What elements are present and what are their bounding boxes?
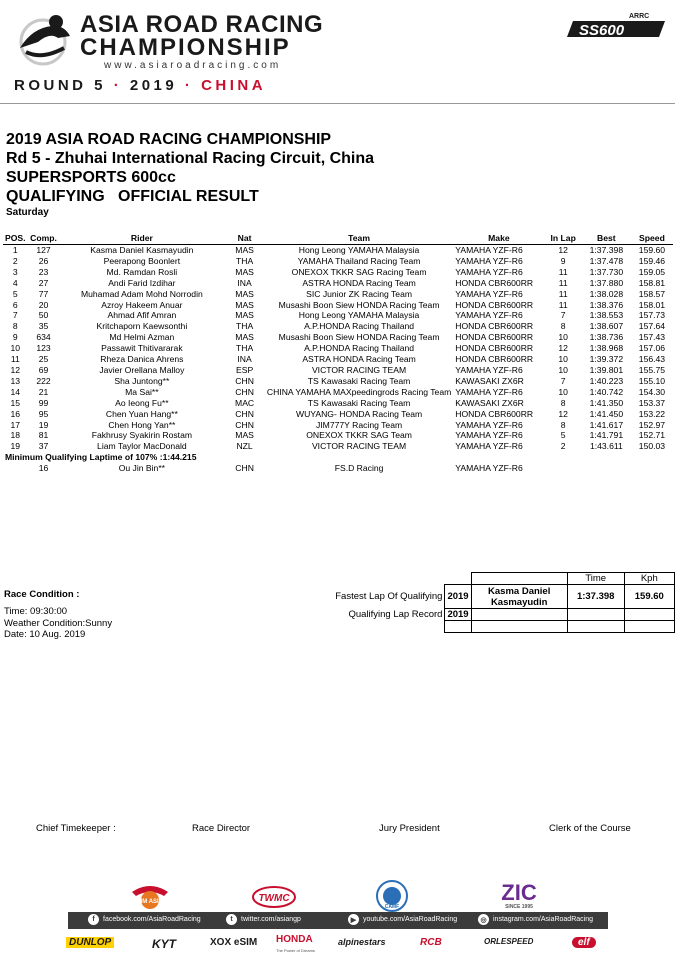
col-header-speed: Speed	[631, 233, 673, 245]
cell-speed: 155.75	[638, 364, 666, 375]
cell-best: 1:43.611	[589, 441, 623, 452]
cell-rider: Ahmad Afif Amran	[107, 310, 177, 321]
cell-make: HONDA CBR600RR	[455, 343, 534, 354]
instagram-icon: ◎	[478, 914, 489, 925]
table-row	[3, 289, 673, 300]
cell-make: HONDA CBR600RR	[455, 354, 534, 365]
cell-best: 1:38.968	[589, 343, 624, 354]
cell-rider: Chen Yuan Hang**	[105, 408, 178, 419]
championship-title: 2019 ASIA ROAD RACING CHAMPIONSHIP	[6, 131, 332, 148]
brand-title-line2: CHAMPIONSHIP	[80, 34, 291, 61]
table-row	[3, 398, 673, 409]
cell-best: 1:40.742	[589, 386, 624, 397]
cell-rider: Sha Juntong**	[114, 375, 170, 386]
cell-best: 1:39.372	[589, 354, 624, 365]
youtube-icon: ▶	[348, 914, 359, 925]
camf-logo	[376, 880, 408, 912]
cell-speed: 158.57	[638, 288, 666, 299]
cell-best: 1:38.376	[589, 299, 624, 310]
cell-rider: Md. Ramdan Rosli	[106, 266, 178, 277]
cell-in-lap: 2	[560, 441, 566, 452]
cell-pos: 1	[12, 245, 18, 255]
cell-best: 1:41.450	[589, 408, 624, 419]
table-row	[3, 245, 673, 256]
cell-pos: 6	[12, 299, 18, 310]
condition-time: Time: 09:30:00	[4, 606, 68, 617]
cell-team: Musashi Boon Siew HONDA Racing Team	[278, 332, 440, 343]
table-row	[3, 332, 673, 343]
cell-best	[582, 463, 631, 474]
col-header-make: Make	[453, 233, 544, 245]
cell-team: WUYANG- HONDA Racing Team	[295, 408, 423, 419]
cell-comp: 99	[38, 397, 49, 408]
results-header-row	[3, 233, 673, 245]
lap-record-row	[333, 609, 675, 621]
cell-make: KAWASAKI ZX6R	[455, 375, 524, 386]
cell-make: HONDA CBR600RR	[455, 332, 534, 343]
cell-team: Hong Leong YAMAHA Malaysia	[298, 245, 420, 255]
results-body	[3, 245, 673, 475]
cell-comp: 23	[38, 266, 49, 277]
table-row	[3, 387, 673, 398]
cell-make: KAWASAKI ZX6R	[455, 397, 524, 408]
cell-rider: Javier Orellana Malloy	[99, 364, 185, 375]
cell-rider: Andi Farid Izdihar	[108, 277, 176, 288]
svg-text:FIM ASIA: FIM ASIA	[136, 899, 164, 905]
instagram-link[interactable]: ◎ instagram.com/AsiaRoadRacing	[478, 914, 593, 925]
cell-comp: 95	[38, 408, 49, 419]
cell-pos: 2	[12, 255, 18, 266]
cell-nat: MAC	[235, 397, 255, 408]
cell-pos: 14	[10, 386, 21, 397]
header	[0, 0, 675, 110]
cell-pos: 5	[12, 288, 18, 299]
results-table	[3, 233, 673, 474]
cell-team: YAMAHA Thailand Racing Team	[297, 255, 421, 266]
facebook-link[interactable]: f facebook.com/AsiaRoadRacing	[88, 914, 201, 925]
cell-make: YAMAHA YZF-R6	[455, 288, 523, 299]
cell-speed: 150.03	[638, 441, 666, 452]
cell-comp: 26	[38, 255, 49, 266]
cell-in-lap: 5	[560, 430, 566, 441]
cell-pos: 8	[12, 321, 18, 332]
cell-best: 1:40.223	[589, 375, 624, 386]
cell-comp: 37	[38, 441, 49, 452]
cell-in-lap: 10	[558, 332, 568, 343]
cell-team: ASTRA HONDA Racing Team	[302, 277, 416, 288]
xox-esim-logo: XOX eSIM	[210, 937, 258, 948]
cell-rider: Ma Sai**	[125, 386, 159, 397]
brand-title-line1: ASIA ROAD RACING	[80, 11, 324, 38]
table-row	[3, 300, 673, 311]
table-row	[3, 354, 673, 365]
cell-pos: 3	[12, 266, 18, 277]
cell-best: 1:38.028	[589, 288, 624, 299]
cell-in-lap: 12	[558, 245, 568, 255]
cell-pos: 12	[10, 364, 21, 375]
table-row	[3, 256, 673, 267]
cell-pos: 19	[10, 441, 21, 452]
cell-team: JIM777Y Racing Team	[316, 419, 403, 430]
cell-in-lap: 10	[558, 354, 568, 365]
cell-rider: Ao Ieong Fu**	[115, 397, 169, 408]
honda-logo: HONDA The Power of Dreams	[276, 934, 315, 953]
cell-nat: CHN	[235, 463, 254, 474]
cell-speed: 158.81	[638, 277, 666, 288]
chief-timekeeper-label: Chief Timekeeper :	[36, 823, 116, 834]
cell-best: 1:41.791	[589, 430, 624, 441]
ss600-class-badge	[565, 10, 665, 38]
cell-in-lap: 11	[558, 299, 568, 310]
fastest-lap-year: 2019	[445, 585, 471, 609]
rcb-logo: RCB	[420, 937, 442, 948]
jury-president-label: Jury President	[379, 823, 440, 834]
col-header-pos: POS.	[5, 233, 26, 243]
cell-pos: 18	[10, 430, 21, 441]
cell-nat: MAS	[235, 430, 254, 441]
round-separator: ·	[113, 77, 123, 94]
document-titles	[6, 130, 374, 219]
cell-best: 1:38.736	[589, 332, 624, 343]
table-row	[3, 278, 673, 289]
cell-speed: 152.71	[638, 430, 666, 441]
fastest-col-time: Time	[567, 573, 624, 585]
cell-comp: 69	[38, 364, 49, 375]
cell-make: YAMAHA YZF-R6	[455, 245, 523, 255]
race-director-label: Race Director	[192, 823, 251, 834]
cell-rider: Peerapong Boonlert	[103, 255, 181, 266]
cell-nat: MAS	[235, 288, 254, 299]
cell-nat: MAS	[235, 310, 254, 321]
cell-nat: MAS	[235, 266, 254, 277]
cell-best: 1:37.398	[589, 245, 624, 255]
cell-rider: Kritchaporn Kaewsonthi	[96, 321, 188, 332]
session-title: QUALIFYING OFFICIAL RESULT	[6, 188, 259, 205]
cell-rider: Ou Jin Bin**	[118, 463, 166, 474]
cell-rider: Kasma Daniel Kasmayudin	[90, 245, 194, 255]
fastest-lap-table	[333, 572, 675, 633]
round-separator: ·	[184, 77, 194, 94]
fastest-lap-row	[333, 585, 675, 609]
cell-rider: Chen Hong Yan**	[108, 419, 176, 430]
clerk-of-course-label: Clerk of the Course	[549, 823, 631, 834]
cell-speed: 153.22	[638, 408, 666, 419]
cell-comp: 25	[38, 354, 49, 365]
cell-in-lap: 10	[558, 386, 568, 397]
table-row	[3, 365, 673, 376]
cell-nat: MAS	[235, 332, 254, 343]
cell-comp: 19	[38, 419, 49, 430]
lap-record-year: 2019	[445, 609, 471, 621]
cell-make: YAMAHA YZF-R6	[455, 463, 523, 474]
facebook-icon: f	[88, 914, 99, 925]
round-country: CHINA	[201, 77, 267, 94]
cell-team: ONEXOX TKKR SAG Team	[306, 430, 412, 441]
table-row	[3, 310, 673, 321]
cell-nat: ESP	[235, 364, 254, 375]
cell-team: TS Kawasaki Racing Team	[307, 397, 411, 408]
youtube-link[interactable]: ▶ youtube.com/AsiaRoadRacing	[348, 914, 457, 925]
cell-comp: 50	[38, 310, 49, 321]
col-header-comp: Comp.	[28, 233, 60, 245]
cell-pos	[3, 463, 28, 474]
cell-rider: Fakhrusy Syakirin Rostam	[91, 430, 193, 441]
cell-speed: 158.01	[638, 299, 666, 310]
sanction-logos	[0, 878, 675, 914]
cell-in-lap: 11	[558, 288, 568, 299]
cell-in-lap: 8	[560, 321, 566, 332]
col-header-nat: Nat	[224, 233, 265, 245]
cell-in-lap: 12	[558, 408, 568, 419]
cell-speed: 157.43	[638, 332, 666, 343]
cell-in-lap: 8	[560, 397, 566, 408]
cell-speed	[631, 463, 673, 474]
cell-team: VICTOR RACING TEAM	[311, 364, 407, 375]
twitter-icon: t	[226, 914, 237, 925]
condition-date: Date: 10 Aug. 2019	[4, 629, 86, 640]
cell-nat: MAS	[235, 299, 254, 310]
cell-make: HONDA CBR600RR	[455, 277, 534, 288]
cell-in-lap: 12	[558, 343, 568, 354]
cell-in-lap	[545, 463, 582, 474]
cell-best: 1:39.801	[589, 364, 624, 375]
table-row	[3, 343, 673, 354]
cell-team: ONEXOX TKKR SAG Racing Team	[291, 266, 427, 277]
round-venue-title: Rd 5 - Zhuhai International Racing Circuit, China	[6, 150, 375, 167]
cell-team: A.P.HONDA Racing Thailand	[304, 343, 415, 354]
fastest-lap-time: 1:37.398	[567, 585, 624, 609]
cell-in-lap: 9	[560, 255, 566, 266]
cell-best: 1:38.607	[589, 321, 624, 332]
cell-speed: 157.06	[638, 343, 666, 354]
col-header-in-lap: In Lap	[545, 233, 582, 245]
cell-rider: Rheza Danica Ahrens	[100, 354, 184, 365]
cell-speed: 159.60	[638, 245, 666, 255]
round-year: 2019	[129, 77, 178, 94]
table-row	[3, 420, 673, 431]
brand-url: www.asiaroadracing.com	[104, 60, 282, 71]
motorcycle-rider-logo-icon	[12, 8, 74, 66]
cell-nat: INA	[237, 277, 252, 288]
col-header-rider: Rider	[59, 233, 224, 245]
table-row	[3, 267, 673, 278]
round-label: ROUND 5	[14, 77, 107, 94]
cell-team: Hong Leong YAMAHA Malaysia	[298, 310, 420, 321]
fastest-lap-rider: Kasma Daniel Kasmayudin	[471, 585, 567, 609]
cell-nat: INA	[237, 354, 252, 365]
cell-make: HONDA CBR600RR	[455, 299, 534, 310]
cell-make: YAMAHA YZF-R6	[455, 310, 523, 321]
cell-speed: 156.43	[638, 354, 666, 365]
fastest-header-row	[333, 573, 675, 585]
zic-logo: ZIC SINCE 1995	[501, 880, 537, 910]
sponsor-logos	[0, 934, 675, 954]
cell-in-lap: 8	[560, 419, 566, 430]
col-header-team: Team	[265, 233, 453, 245]
cell-nat: CHN	[235, 386, 254, 397]
cell-in-lap: 10	[558, 364, 568, 375]
cell-nat: NZL	[236, 441, 253, 452]
svg-text:ARRC: ARRC	[629, 13, 650, 20]
cell-best: 1:37.730	[589, 266, 624, 277]
cell-in-lap: 7	[560, 375, 566, 386]
cell-team: ASTRA HONDA Racing Team	[302, 354, 416, 365]
race-condition-details	[4, 606, 112, 641]
cell-team: VICTOR RACING TEAM	[311, 441, 407, 452]
cell-nat: CHN	[235, 419, 254, 430]
dunlop-logo: DUNLOP	[66, 937, 114, 948]
fastest-lap-label: Fastest Lap Of Qualifying	[335, 591, 443, 602]
cell-best: 1:37.880	[589, 277, 624, 288]
cell-make: HONDA CBR600RR	[455, 321, 534, 332]
cell-comp: 127	[36, 245, 51, 255]
cell-pos: 10	[10, 343, 21, 354]
svg-text:SS600: SS600	[579, 22, 625, 38]
non-qualified-row	[3, 463, 673, 474]
cell-in-lap: 11	[558, 277, 568, 288]
cell-team: CHINA YAMAHA MAXpeedingrods Racing Team	[266, 386, 452, 397]
header-divider	[0, 103, 675, 104]
min-qualifying-note: Minimum Qualifying Laptime of 107% :1:44.215	[5, 452, 197, 463]
cell-in-lap: 7	[560, 310, 566, 321]
table-row	[3, 321, 673, 332]
cell-rider: Muhamad Adam Mohd Norrodin	[80, 288, 203, 299]
condition-weather: Weather Condition:Sunny	[4, 617, 113, 629]
cell-pos: 15	[10, 397, 21, 408]
cell-best: 1:38.553	[589, 310, 624, 321]
cell-comp: 222	[36, 375, 51, 386]
cell-nat: MAS	[235, 245, 254, 255]
cell-team: SIC Junior ZK Racing Team	[306, 288, 413, 299]
cell-pos: 9	[12, 332, 18, 343]
cell-speed: 155.10	[638, 375, 666, 386]
lap-record-row-2	[333, 621, 675, 633]
cell-make: YAMAHA YZF-R6	[455, 386, 523, 397]
cell-in-lap: 11	[558, 266, 568, 277]
cell-comp: 21	[38, 386, 49, 397]
cell-best: 1:41.617	[589, 419, 624, 430]
cell-comp: 634	[36, 332, 51, 343]
kyt-logo: KYT	[152, 937, 176, 951]
cell-comp: 77	[38, 288, 49, 299]
orlespeed-logo: ORLESPEED	[484, 937, 534, 946]
svg-text:TWMC: TWMC	[258, 893, 290, 904]
cell-rider: Md Helmi Azman	[109, 332, 175, 343]
cell-comp: 16	[38, 463, 49, 474]
cell-speed: 157.64	[638, 321, 666, 332]
cell-make: YAMAHA YZF-R6	[455, 255, 523, 266]
cell-make: YAMAHA YZF-R6	[455, 441, 523, 452]
class-title: SUPERSPORTS 600cc	[6, 169, 176, 186]
cell-rider: Passawit Thitivararak	[101, 343, 183, 354]
twmc-logo	[252, 886, 296, 908]
cell-rider: Liam Taylor MacDonald	[97, 441, 187, 452]
table-row	[3, 376, 673, 387]
cell-team: FS.D Racing	[334, 463, 384, 474]
session-day: Saturday	[6, 207, 49, 218]
cell-nat: THA	[236, 343, 254, 354]
cell-team: Musashi Boon Siew HONDA Racing Team	[278, 299, 440, 310]
cell-pos: 17	[10, 419, 21, 430]
fastest-lap-kph: 159.60	[624, 585, 674, 609]
cell-comp: 123	[36, 343, 51, 354]
cell-nat: CHN	[235, 408, 254, 419]
fim-asia-logo	[130, 882, 170, 912]
min-qualifying-row	[3, 452, 673, 463]
race-condition-heading: Race Condition :	[4, 589, 80, 600]
table-row	[3, 441, 673, 452]
twitter-link[interactable]: t twitter.com/asiangp	[226, 914, 301, 925]
col-header-best: Best	[582, 233, 631, 245]
cell-speed: 157.73	[638, 310, 666, 321]
table-row	[3, 409, 673, 420]
cell-pos: 4	[12, 277, 18, 288]
lap-record-label: Qualifying Lap Record	[348, 609, 443, 620]
fastest-col-kph: Kph	[624, 573, 674, 585]
cell-speed: 152.97	[638, 419, 666, 430]
cell-comp: 81	[38, 430, 49, 441]
cell-pos: 11	[10, 354, 20, 365]
elf-logo: elf	[572, 937, 596, 948]
cell-team: A.P.HONDA Racing Thailand	[304, 321, 415, 332]
cell-comp: 27	[38, 277, 49, 288]
cell-best: 1:37.478	[589, 255, 624, 266]
round-line	[14, 77, 266, 94]
cell-speed: 153.37	[638, 397, 666, 408]
cell-make: YAMAHA YZF-R6	[455, 430, 523, 441]
cell-team: TS Kawasaki Racing Team	[307, 375, 411, 386]
cell-speed: 154.30	[638, 386, 666, 397]
cell-make: HONDA CBR600RR	[455, 408, 534, 419]
alpinestars-logo: alpinestars	[338, 937, 386, 947]
cell-comp: 20	[38, 299, 49, 310]
table-row	[3, 430, 673, 441]
cell-make: YAMAHA YZF-R6	[455, 419, 523, 430]
cell-nat: THA	[236, 255, 254, 266]
cell-pos: 7	[12, 310, 18, 321]
social-media-bar	[68, 912, 608, 929]
cell-make: YAMAHA YZF-R6	[455, 266, 523, 277]
svg-text:CAMF: CAMF	[384, 904, 400, 910]
cell-speed: 159.46	[638, 255, 666, 266]
cell-speed: 159.05	[638, 266, 666, 277]
cell-best: 1:41.350	[589, 397, 624, 408]
cell-make: YAMAHA YZF-R6	[455, 364, 523, 375]
cell-nat: THA	[236, 321, 254, 332]
cell-pos: 16	[10, 408, 21, 419]
cell-comp: 35	[38, 321, 49, 332]
cell-pos: 13	[10, 375, 21, 386]
cell-nat: CHN	[235, 375, 254, 386]
cell-rider: Azroy Hakeem Anuar	[101, 299, 183, 310]
